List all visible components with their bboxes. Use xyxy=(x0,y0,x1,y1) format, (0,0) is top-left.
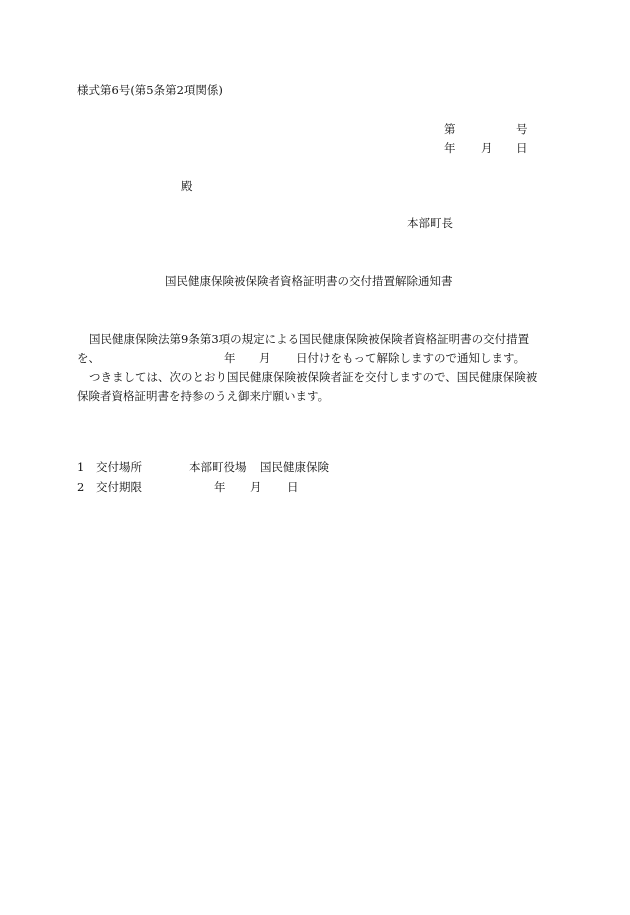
body-line-2-rest: 日付けをもって解除しますので通知します。 xyxy=(296,351,526,365)
body-line-3: つきましては、次のとおり国民健康保険被保険者証を交付しますので、国民健康保険被 xyxy=(89,370,538,384)
item-label: 交付場所 xyxy=(96,460,142,474)
item-value-department: 国民健康保険 xyxy=(260,460,329,474)
item-number: 2 xyxy=(77,480,85,494)
item-date-year: 年 xyxy=(214,480,226,494)
item-date-day: 日 xyxy=(287,480,299,494)
document-number-suffix: 号 xyxy=(516,122,528,136)
body-text xyxy=(77,330,552,406)
body-line-1: 国民健康保険法第9条第3項の規定による国民健康保険被保険者資格証明書の交付措置 xyxy=(89,332,530,346)
sender-name: 本部町長 xyxy=(407,216,453,230)
list-item-delivery-place xyxy=(77,462,377,476)
document-title: 国民健康保険被保険者資格証明書の交付措置解除通知書 xyxy=(165,274,453,288)
list-item-delivery-deadline xyxy=(77,482,377,496)
item-date-month: 月 xyxy=(250,480,262,494)
item-number: 1 xyxy=(77,460,85,474)
body-line-2-year: 年 xyxy=(224,351,236,365)
body-line-2-prefix: を、 xyxy=(77,351,100,365)
form-number: 様式第6号(第5条第2項関係) xyxy=(77,83,223,97)
addressee-honorific: 殿 xyxy=(181,179,193,193)
body-line-4: 保険者資格証明書を持参のうえ御来庁願います。 xyxy=(77,389,330,403)
item-label: 交付期限 xyxy=(96,480,142,494)
body-line-2 xyxy=(77,349,552,368)
document-number-label: 第 xyxy=(444,122,456,136)
date-month-label: 月 xyxy=(481,141,493,155)
date-year-label: 年 xyxy=(444,141,456,155)
item-value-place: 本部町役場 xyxy=(189,460,247,474)
date-day-label: 日 xyxy=(516,141,528,155)
body-line-2-month: 月 xyxy=(259,351,271,365)
